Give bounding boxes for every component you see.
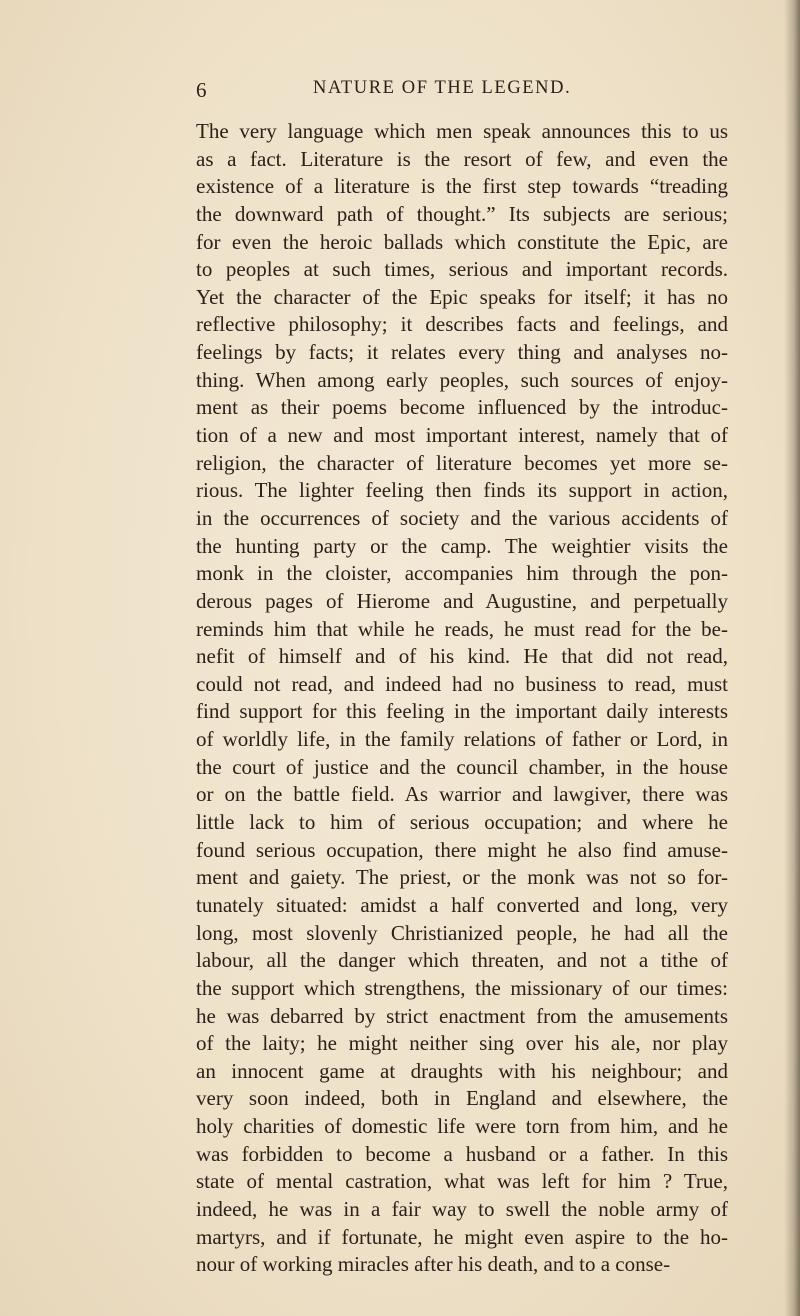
page-header	[0, 78, 800, 102]
text-line: tion of a new and most important interest, namely that of	[196, 423, 728, 448]
text-line: state of mental castration, what was left for him ? True,	[196, 1169, 728, 1194]
text-line: feelings by facts; it relates every thing and analyses no-	[196, 340, 728, 365]
text-line: tunately situated: amidst a half converted and long, very	[196, 892, 728, 917]
text-line: martyrs, and if fortunate, he might even aspire to the ho-	[196, 1224, 728, 1249]
text-line: ment as their poems become influenced by the introduc-	[196, 395, 728, 420]
text-line: could not read, and indeed had no business to read, must	[196, 671, 728, 696]
text-line: of worldly life, in the family relations of father or Lord, in	[196, 727, 728, 752]
text-line: labour, all the danger which threaten, and not a tithe of	[196, 948, 728, 973]
text-line: religion, the character of literature becomes yet more se-	[196, 450, 728, 475]
text-line: was forbidden to become a husband or a father. In this	[196, 1141, 728, 1166]
text-line: the hunting party or the camp. The weightier visits the	[196, 533, 728, 558]
text-line: Yet the character of the Epic speaks for itself; it has no	[196, 284, 728, 309]
text-line: of the laity; he might neither sing over his ale, nor play	[196, 1031, 728, 1056]
text-line: reflective philosophy; it describes facts and feelings, and	[196, 312, 728, 337]
text-line: he was debarred by strict enactment from the amusements	[196, 1003, 728, 1028]
text-line: indeed, he was in a fair way to swell the noble army of	[196, 1196, 728, 1221]
running-head: NATURE OF THE LEGEND.	[313, 78, 572, 98]
text-line: monk in the cloister, accompanies him through the pon-	[196, 561, 728, 586]
text-line: holy charities of domestic life were torn from him, and he	[196, 1114, 728, 1139]
text-line: an innocent game at draughts with his neighbour; and	[196, 1058, 728, 1083]
text-line: for even the heroic ballads which constitute the Epic, are	[196, 229, 728, 254]
page-edge-shadow	[784, 0, 800, 1316]
text-line: long, most slovenly Christianized people, he had all the	[196, 920, 728, 945]
page-number: 6	[196, 78, 208, 102]
text-line: to peoples at such times, serious and important records.	[196, 257, 728, 282]
text-line: ment and gaiety. The priest, or the monk was not so for-	[196, 865, 728, 890]
text-line: very soon indeed, both in England and elsewhere, the	[196, 1086, 728, 1111]
text-line: reminds him that while he reads, he must read for the be-	[196, 616, 728, 641]
text-line: The very language which men speak announces this to us	[196, 119, 728, 143]
text-line: little lack to him of serious occupation; and where he	[196, 810, 728, 835]
text-line: as a fact. Literature is the resort of few, and even the	[196, 146, 728, 171]
text-line: found serious occupation, there might he also find amuse-	[196, 837, 728, 862]
text-line: in the occurrences of society and the various accidents of	[196, 505, 728, 530]
text-line: or on the battle field. As warrior and lawgiver, there was	[196, 782, 728, 807]
text-line: the downward path of thought.” Its subjects are serious;	[196, 201, 728, 226]
text-line: nour of working miracles after his death, and to a conse-	[196, 1252, 671, 1277]
text-line: derous pages of Hierome and Augustine, and perpetually	[196, 588, 728, 613]
text-line: nefit of himself and of his kind. He that did not read,	[196, 644, 728, 669]
text-line: find support for this feeling in the important daily interests	[196, 699, 728, 724]
body-text	[196, 118, 728, 1279]
text-line: thing. When among early peoples, such sources of enjoy-	[196, 367, 728, 392]
text-line: existence of a literature is the first step towards “treading	[196, 174, 728, 199]
text-line: rious. The lighter feeling then finds its support in action,	[196, 478, 728, 503]
text-line: the support which strengthens, the missionary of our times:	[196, 975, 728, 1000]
text-line: the court of justice and the council chamber, in the house	[196, 754, 728, 779]
